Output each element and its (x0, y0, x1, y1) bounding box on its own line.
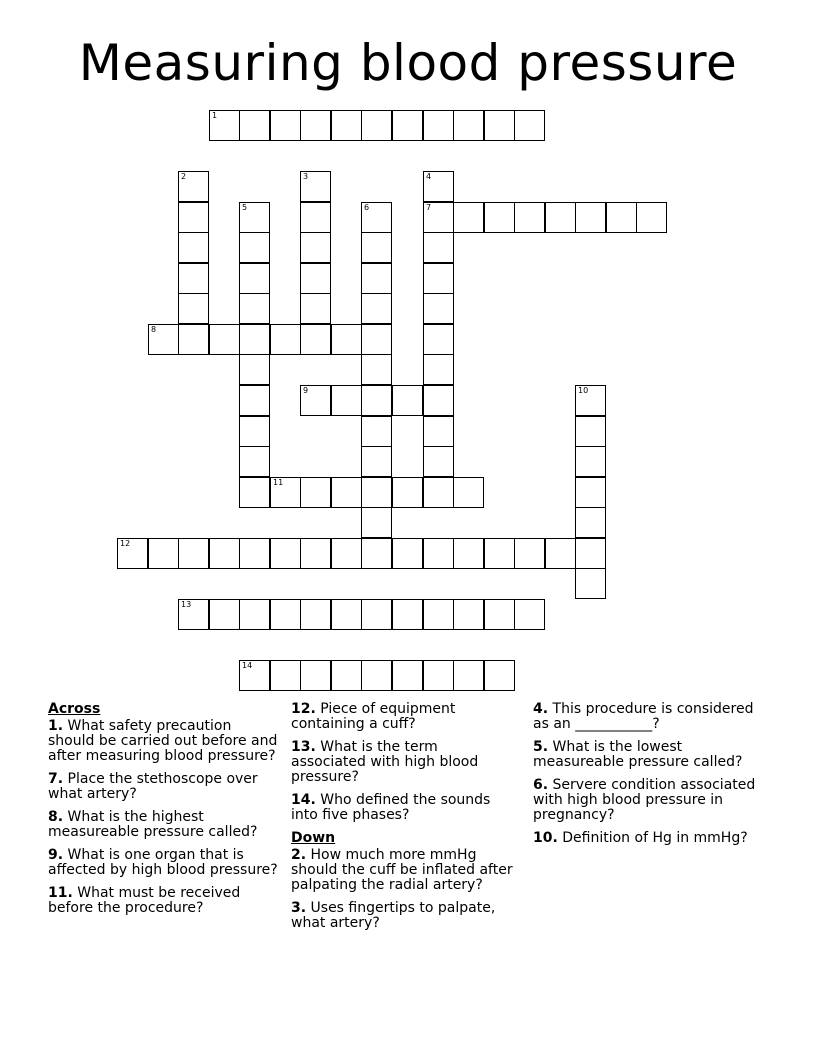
clue-down-3: 3. Uses fingertips to palpate, what artery? (291, 900, 496, 931)
grid-cell[interactable] (300, 660, 331, 691)
cell-number: 7 (426, 203, 432, 212)
grid-cell[interactable] (453, 110, 484, 141)
grid-cell[interactable] (392, 660, 423, 691)
cell-number: 13 (181, 600, 192, 609)
grid-cell[interactable] (300, 293, 331, 324)
clue-across-11: 11. What must be received before the procedure? (48, 885, 241, 916)
grid-cell[interactable] (178, 202, 209, 233)
grid-cell[interactable] (361, 599, 392, 630)
grid-cell[interactable] (331, 324, 362, 355)
grid-cell[interactable] (423, 171, 454, 202)
grid-cell[interactable] (300, 385, 331, 416)
clue-across-7: 7. Place the stethoscope over what artery? (48, 771, 258, 802)
grid-cell[interactable] (209, 538, 240, 569)
grid-cell[interactable] (423, 538, 454, 569)
across-heading: Across (48, 701, 101, 717)
grid-cell[interactable] (239, 324, 270, 355)
cell-number: 6 (364, 203, 370, 212)
grid-cell[interactable] (270, 599, 301, 630)
grid-cell[interactable] (423, 477, 454, 508)
grid-cell[interactable] (453, 538, 484, 569)
grid-cell[interactable] (331, 477, 362, 508)
grid-cell[interactable] (239, 538, 270, 569)
clue-across-1: 1. What safety precaution should be carried out before and after measuring blood pressure? (48, 718, 278, 764)
cell-number: 4 (426, 172, 432, 181)
grid-cell[interactable] (453, 477, 484, 508)
grid-cell[interactable] (423, 324, 454, 355)
grid-cell[interactable] (117, 538, 148, 569)
grid-cell[interactable] (361, 446, 392, 477)
grid-cell[interactable] (484, 660, 515, 691)
grid-cell[interactable] (514, 202, 545, 233)
grid-cell[interactable] (331, 538, 362, 569)
grid-cell[interactable] (423, 599, 454, 630)
grid-cell[interactable] (178, 232, 209, 263)
grid-cell[interactable] (575, 568, 606, 599)
grid-cell[interactable] (209, 599, 240, 630)
grid-cell[interactable] (300, 110, 331, 141)
grid-cell[interactable] (331, 599, 362, 630)
grid-cell[interactable] (575, 507, 606, 538)
grid-cell[interactable] (453, 202, 484, 233)
grid-cell[interactable] (514, 110, 545, 141)
cell-number: 10 (578, 386, 589, 395)
grid-cell[interactable] (423, 416, 454, 447)
cell-number: 8 (151, 325, 157, 334)
grid-cell[interactable] (239, 293, 270, 324)
grid-cell[interactable] (239, 416, 270, 447)
clue-down-5: 5. What is the lowest measureable pressure called? (533, 739, 743, 770)
cell-number: 11 (273, 478, 284, 487)
grid-cell[interactable] (514, 538, 545, 569)
grid-cell[interactable] (361, 507, 392, 538)
grid-cell[interactable] (636, 202, 667, 233)
grid-cell[interactable] (484, 538, 515, 569)
grid-cell[interactable] (300, 477, 331, 508)
grid-cell[interactable] (392, 538, 423, 569)
cell-number: 3 (303, 172, 309, 181)
grid-cell[interactable] (423, 110, 454, 141)
grid-cell[interactable] (423, 202, 454, 233)
grid-cell[interactable] (361, 477, 392, 508)
grid-cell[interactable] (239, 599, 270, 630)
grid-cell[interactable] (514, 599, 545, 630)
grid-cell[interactable] (300, 171, 331, 202)
puzzle-title: Measuring blood pressure (78, 34, 738, 92)
grid-cell[interactable] (178, 538, 209, 569)
grid-cell[interactable] (423, 660, 454, 691)
grid-cell[interactable] (300, 232, 331, 263)
clues-column-1 (48, 702, 278, 924)
grid-cell[interactable] (239, 385, 270, 416)
grid-cell[interactable] (423, 354, 454, 385)
clue-down-4: 4. This procedure is considered as an ___________? (533, 701, 754, 732)
cell-number: 2 (181, 172, 187, 181)
grid-cell[interactable] (270, 538, 301, 569)
cell-number: 9 (303, 386, 309, 395)
grid-cell[interactable] (453, 660, 484, 691)
grid-cell[interactable] (423, 263, 454, 294)
grid-cell[interactable] (575, 477, 606, 508)
grid-cell[interactable] (392, 385, 423, 416)
grid-cell[interactable] (239, 354, 270, 385)
grid-cell[interactable] (209, 110, 240, 141)
grid-cell[interactable] (361, 538, 392, 569)
grid-cell[interactable] (300, 538, 331, 569)
grid-cell[interactable] (148, 324, 179, 355)
grid-cell[interactable] (209, 324, 240, 355)
grid-cell[interactable] (575, 202, 606, 233)
grid-cell[interactable] (300, 599, 331, 630)
grid-cell[interactable] (575, 538, 606, 569)
grid-cell[interactable] (484, 202, 515, 233)
cell-number: 1 (212, 111, 218, 120)
grid-cell[interactable] (239, 232, 270, 263)
clue-across-12: 12. Piece of equipment containing a cuff? (291, 701, 456, 732)
clue-across-9: 9. What is one organ that is affected by high blood pressure? (48, 847, 278, 878)
grid-cell[interactable] (361, 324, 392, 355)
grid-cell[interactable] (392, 477, 423, 508)
grid-cell[interactable] (178, 263, 209, 294)
grid-cell[interactable] (331, 385, 362, 416)
grid-cell[interactable] (270, 477, 301, 508)
grid-cell[interactable] (453, 599, 484, 630)
clue-across-13: 13. What is the term associated with high blood pressure? (291, 739, 479, 785)
grid-cell[interactable] (575, 385, 606, 416)
clue-down-2: 2. How much more mmHg should the cuff be inflated after palpating the radial artery? (291, 847, 513, 893)
clue-across-8: 8. What is the highest measureable pressure called? (48, 809, 258, 840)
grid-cell[interactable] (239, 202, 270, 233)
clue-down-6: 6. Servere condition associated with high blood pressure in pregnancy? (533, 777, 756, 823)
grid-cell[interactable] (148, 538, 179, 569)
grid-cell[interactable] (270, 324, 301, 355)
clue-across-14: 14. Who defined the sounds into five phases? (291, 792, 491, 823)
grid-cell[interactable] (361, 385, 392, 416)
grid-cell[interactable] (361, 354, 392, 385)
grid-cell[interactable] (361, 110, 392, 141)
cell-number: 5 (242, 203, 248, 212)
grid-cell[interactable] (239, 110, 270, 141)
grid-cell[interactable] (178, 171, 209, 202)
grid-cell[interactable] (575, 416, 606, 447)
grid-cell[interactable] (331, 660, 362, 691)
grid-cell[interactable] (423, 446, 454, 477)
clues-column-3 (533, 702, 773, 854)
cell-number: 12 (120, 539, 131, 548)
grid-cell[interactable] (300, 263, 331, 294)
grid-cell[interactable] (484, 110, 515, 141)
grid-cell[interactable] (423, 293, 454, 324)
grid-cell[interactable] (239, 446, 270, 477)
grid-cell[interactable] (545, 538, 576, 569)
cell-number: 14 (242, 661, 253, 670)
grid-cell[interactable] (300, 324, 331, 355)
grid-cell[interactable] (361, 416, 392, 447)
grid-cell[interactable] (361, 660, 392, 691)
grid-cell[interactable] (270, 110, 301, 141)
grid-cell[interactable] (361, 232, 392, 263)
down-heading: Down (291, 830, 336, 846)
grid-cell[interactable] (270, 660, 301, 691)
grid-cell[interactable] (392, 599, 423, 630)
grid-cell[interactable] (545, 202, 576, 233)
clues-column-2 (291, 702, 516, 939)
grid-cell[interactable] (392, 110, 423, 141)
grid-cell[interactable] (484, 599, 515, 630)
grid-cell[interactable] (178, 324, 209, 355)
grid-cell[interactable] (361, 293, 392, 324)
grid-cell[interactable] (331, 110, 362, 141)
grid-cell[interactable] (423, 385, 454, 416)
grid-cell[interactable] (300, 202, 331, 233)
grid-cell[interactable] (239, 263, 270, 294)
grid-cell[interactable] (361, 263, 392, 294)
clue-down-10: 10. Definition of Hg in mmHg? (533, 830, 748, 846)
grid-cell[interactable] (361, 202, 392, 233)
grid-cell[interactable] (606, 202, 637, 233)
grid-cell[interactable] (178, 293, 209, 324)
grid-cell[interactable] (178, 599, 209, 630)
grid-cell[interactable] (239, 660, 270, 691)
grid-cell[interactable] (423, 232, 454, 263)
grid-cell[interactable] (575, 446, 606, 477)
grid-cell[interactable] (239, 477, 270, 508)
